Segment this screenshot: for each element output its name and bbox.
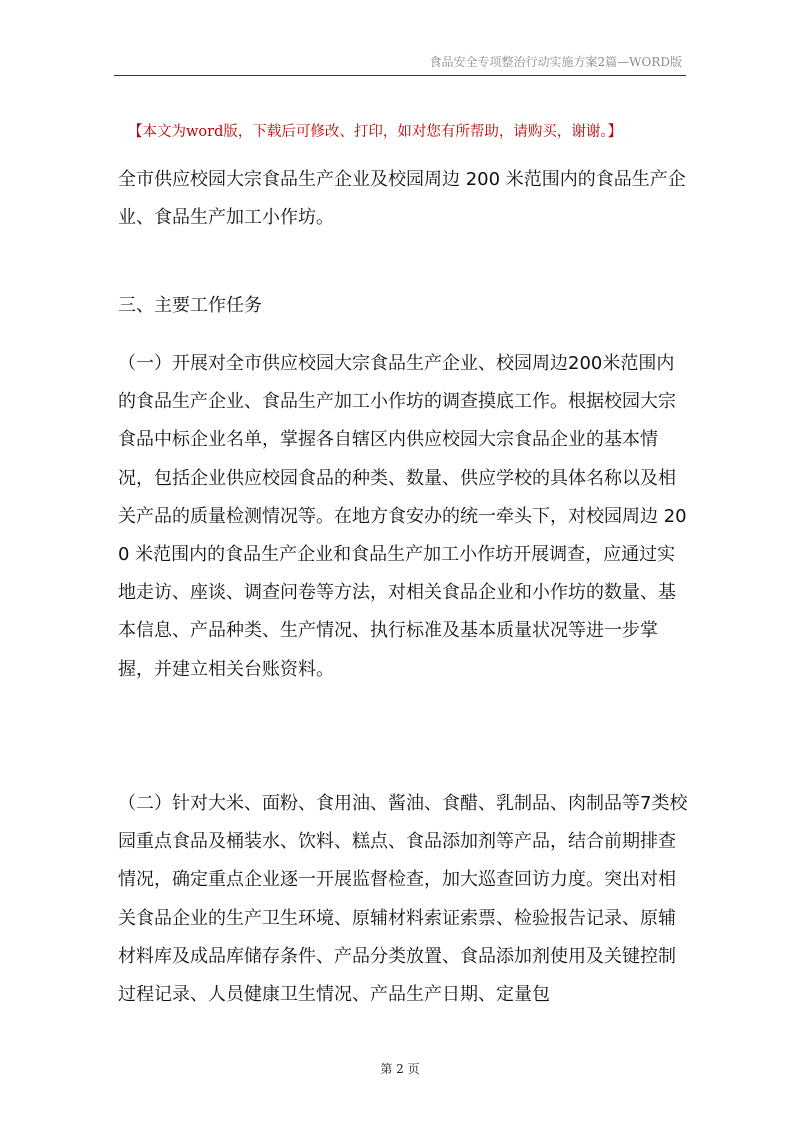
- page-number: 第 2 页: [380, 1062, 420, 1076]
- header-divider: [114, 75, 686, 76]
- body-paragraph-task-2: （二）针对大米、面粉、食用油、酱油、食醋、乳制品、肉制品等7类校园重点食品及桶装水、饮料、糕点、食品添加剂等产品，结合前期排查情况，确定重点企业逐一开展监督检查，加大巡查回访力度。突出对相关食品企业的生产卫生环境、原辅材料索证索票、检验报告记录、原辅材料库及成品库储存条件、产品分类放置、食品添加剂使用及关键控制过程记录、人员健康卫生情况、产品生产日期、定量包: [118, 793, 688, 1006]
- download-notice: 【本文为word版，下载后可修改、打印，如对您有所帮助，请购买，谢谢。】: [128, 124, 623, 140]
- section-heading: 三、主要工作任务: [118, 295, 262, 316]
- body-paragraph-task-1: （一）开展对全市供应校园大宗食品生产企业、校园周边200米范围内的食品生产企业、食品生产加工小作坊的调查摸底工作。根据校园大宗食品中标企业名单，掌握各自辖区内供应校园大宗食品企业的基本情况，包括企业供应校园食品的种类、数量、供应学校的具体名称以及相关产品的质量检测情况等。在地方食安办的统一牵头下，对校园周边 200 米范围内的食品生产企业和食品生产加工小作坊开展调查，应通过实地走访、座谈、调查问卷等方法，对相关食品企业和小作坊的数量、基本信息、产品种类、生产情况、执行标准及基本质量状况等进一步掌握，并建立相关台账资料。: [118, 353, 687, 680]
- body-paragraph-scope: 全市供应校园大宗食品生产企业及校园周边 200 米范围内的食品生产企业、食品生产加工小作坊。: [118, 169, 686, 229]
- document-header-title: 食品安全专项整治行动实施方案2篇—WORD版: [429, 55, 682, 69]
